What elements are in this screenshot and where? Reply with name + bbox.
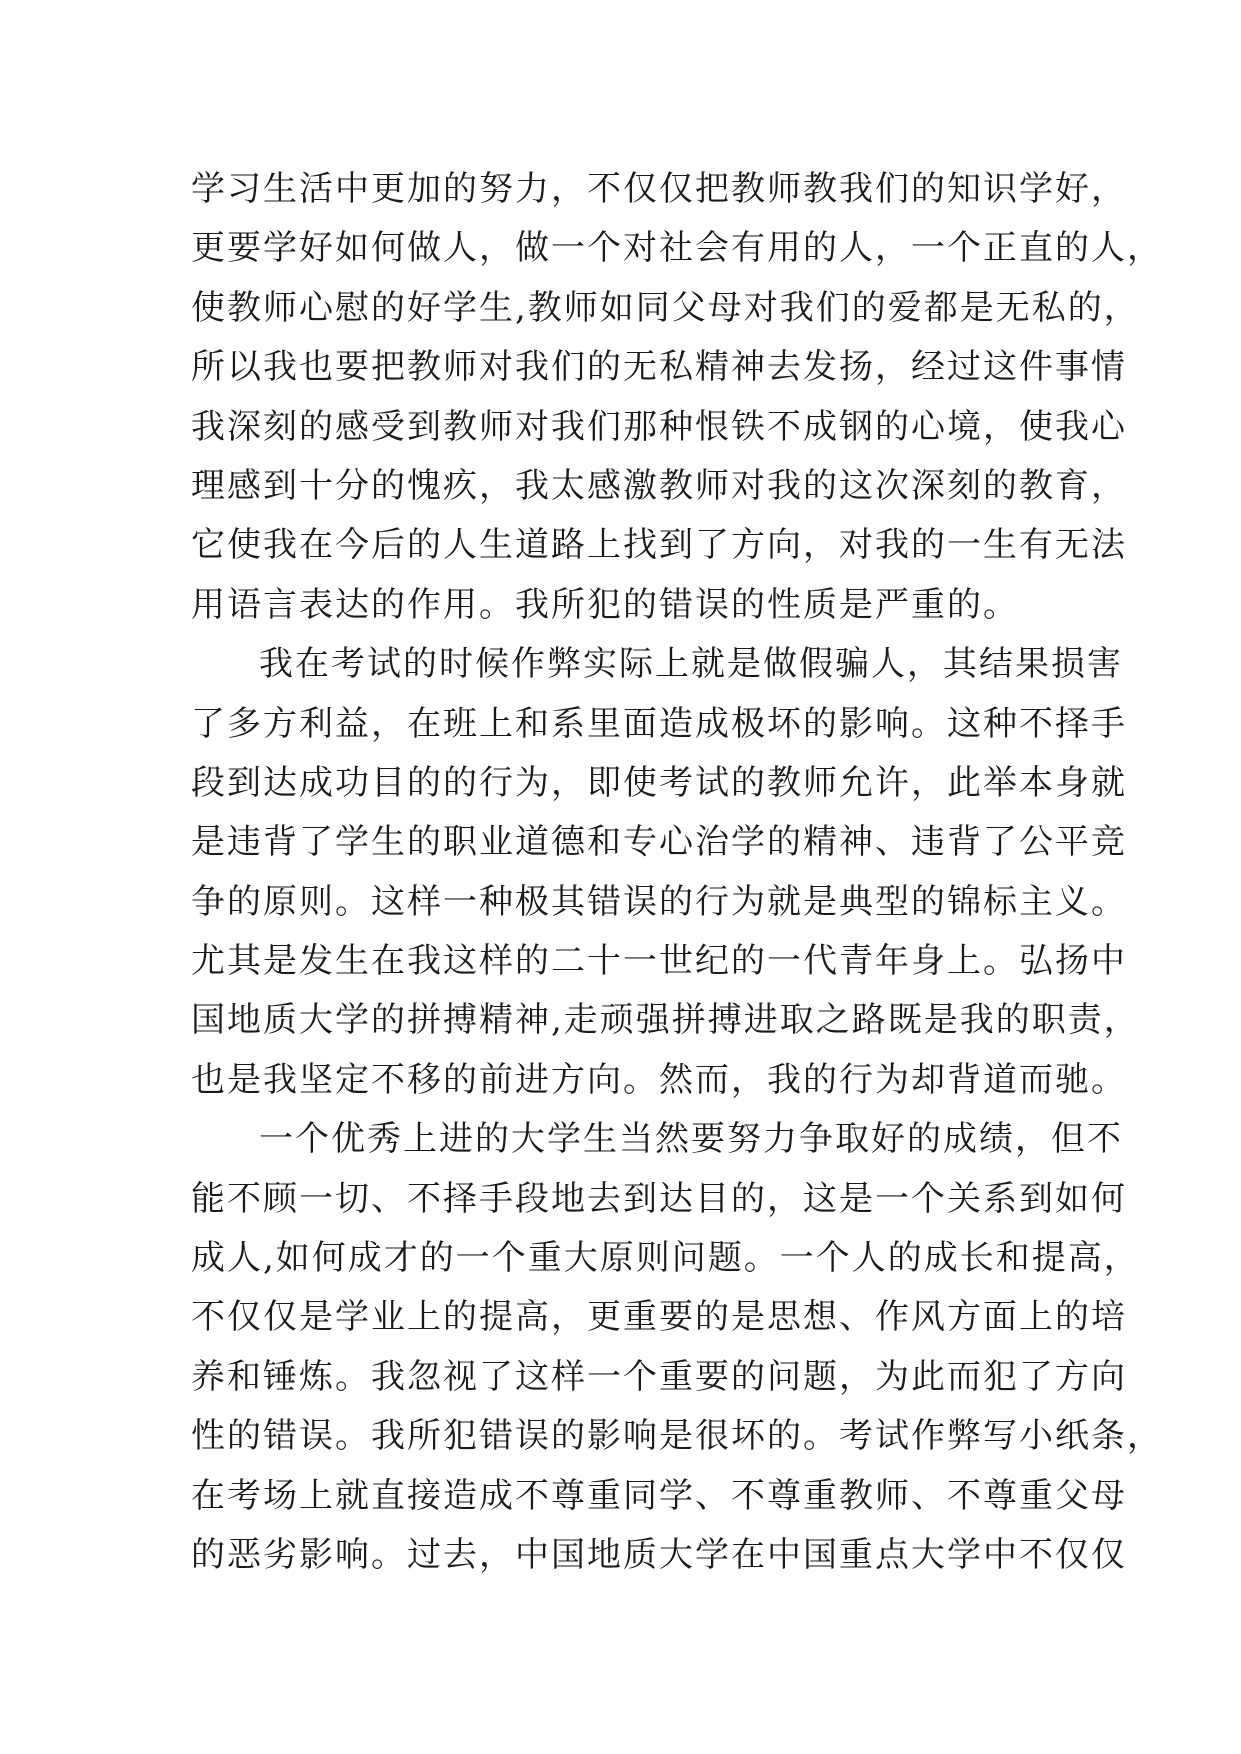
text-line: 性的错误。我所犯错误的影响是很坏的。考试作弊写小纸条， <box>191 1416 1163 1457</box>
text-line: 使教师心慰的好学生,教师如同父母对我们的爱都是无私的， <box>191 287 1140 328</box>
text-line: 理感到十分的愧疚，我太感激教师对我的这次深刻的教育， <box>191 465 1127 506</box>
text-line: 段到达成功目的的行为，即使考试的教师允许，此举本身就 <box>191 762 1127 803</box>
text-line: 学习生活中更加的努力，不仅仅把教师教我们的知识学好， <box>191 169 1127 209</box>
text-line: 是违背了学生的职业道德和专心治学的精神、违背了公平竞 <box>191 822 1127 863</box>
text-line: 国地质大学的拼搏精神,走顽强拼搏进取之路既是我的职责， <box>191 1000 1140 1041</box>
body-text <box>191 160 1163 1585</box>
text-line: 在考场上就直接造成不尊重同学、不尊重教师、不尊重父母 <box>191 1475 1127 1516</box>
text-line: 更要学好如何做人，做一个对社会有用的人，一个正直的人， <box>191 228 1163 269</box>
text-line: 的恶劣影响。过去，中国地质大学在中国重点大学中不仅仅 <box>191 1534 1127 1575</box>
text-line: 不仅仅是学业上的提高，更重要的是思想、作风方面上的培 <box>191 1297 1127 1338</box>
text-line: 用语言表达的作用。我所犯的错误的性质是严重的。 <box>191 584 1019 625</box>
text-line: 它使我在今后的人生道路上找到了方向，对我的一生有无法 <box>191 525 1127 566</box>
text-line: 所以我也要把教师对我们的无私精神去发扬，经过这件事情 <box>191 347 1127 388</box>
text-line: 养和锤炼。我忽视了这样一个重要的问题，为此而犯了方向 <box>191 1356 1127 1397</box>
text-line: 尤其是发生在我这样的二十一世纪的一代青年身上。弘扬中 <box>191 941 1127 982</box>
text-line: 成人,如何成才的一个重大原则问题。一个人的成长和提高， <box>191 1238 1140 1279</box>
text-line: 我深刻的感受到教师对我们那种恨铁不成钢的心境，使我心 <box>191 406 1127 447</box>
text-line: 能不顾一切、不择手段地去到达目的，这是一个关系到如何 <box>191 1178 1127 1219</box>
text-line: 了多方利益，在班上和系里面造成极坏的影响。这种不择手 <box>191 703 1127 744</box>
text-line: 争的原则。这样一种极其错误的行为就是典型的锦标主义。 <box>191 881 1127 922</box>
text-line: 也是我坚定不移的前进方向。然而，我的行为却背道而驰。 <box>191 1059 1127 1100</box>
paragraph-first-line: 一个优秀上进的大学生当然要努力争取好的成绩，但不 <box>259 1119 1123 1160</box>
paragraph-first-line: 我在考试的时候作弊实际上就是做假骗人，其结果损害 <box>259 644 1123 685</box>
